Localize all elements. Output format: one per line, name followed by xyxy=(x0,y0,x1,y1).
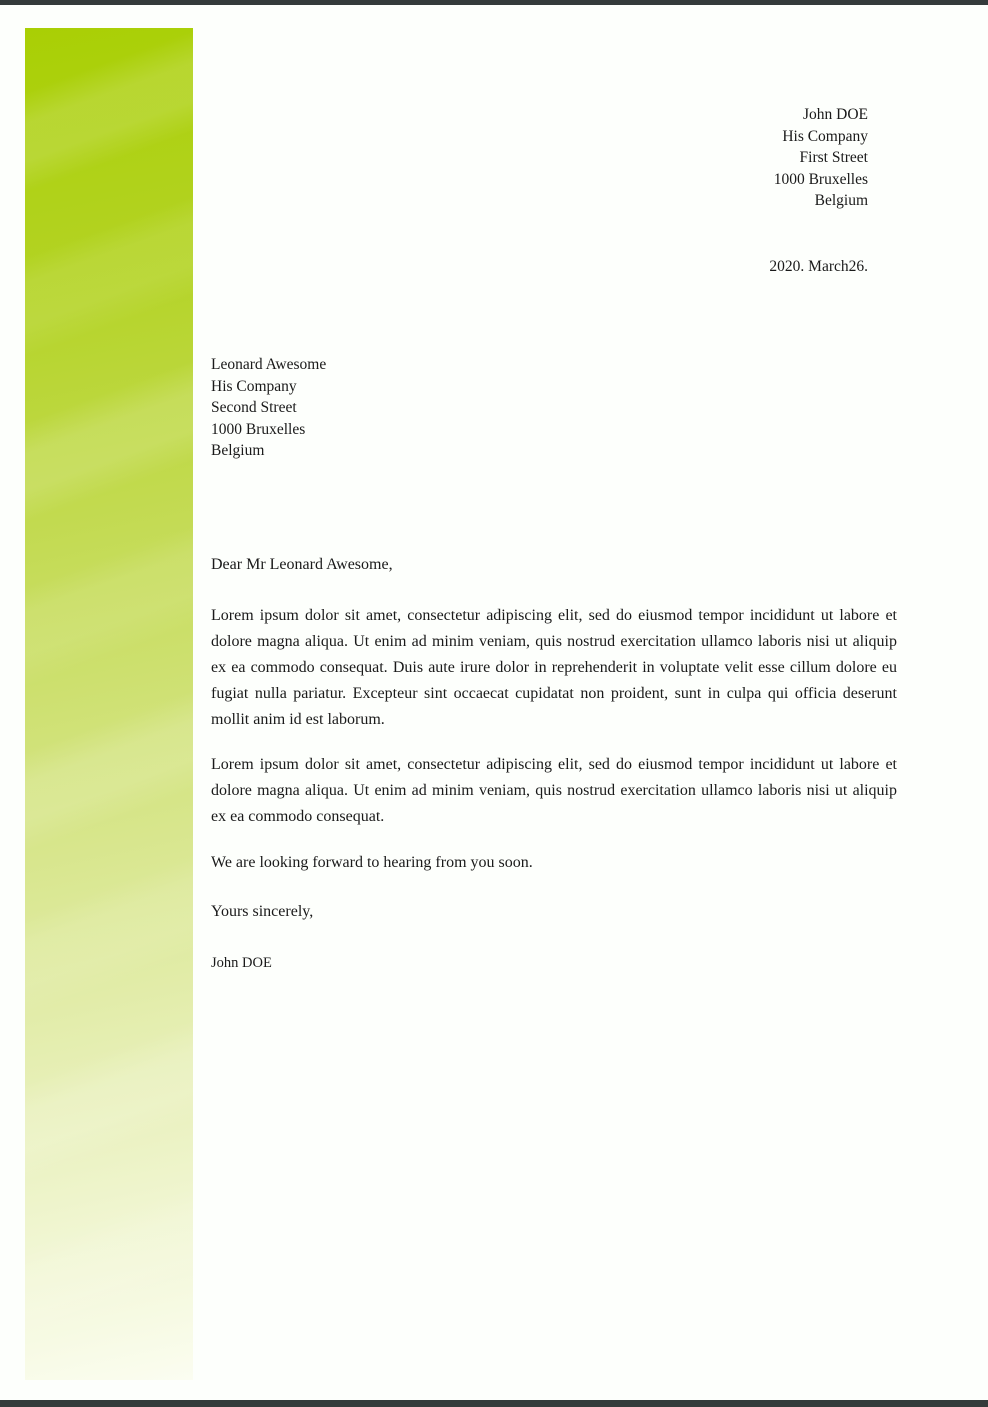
recipient-company: His Company xyxy=(211,377,297,395)
body-paragraph-2: Lorem ipsum dolor sit amet, consectetur adipiscing elit, sed do eiusmod tempor incididunt ut labore et dolore magna aliqua. Ut enim ad minim veniam, quis nostrud exercitation ullamco laboris nisi ut aliquip ex ea commodo consequat. xyxy=(211,756,897,825)
recipient-street: Second Street xyxy=(211,399,297,416)
recipient-city: 1000 Bruxelles xyxy=(211,420,306,438)
valediction: Yours sincerely, xyxy=(211,903,314,920)
bottom-border xyxy=(0,1400,988,1407)
sender-country: Belgium xyxy=(814,192,868,209)
sender-city: 1000 Bruxelles xyxy=(773,170,868,188)
recipient-name: Leonard Awesome xyxy=(211,356,327,373)
closing-line: We are looking forward to hearing from you soon. xyxy=(211,854,533,871)
recipient-country: Belgium xyxy=(211,442,265,459)
body-paragraph-1: Lorem ipsum dolor sit amet, consectetur adipiscing elit, sed do eiusmod tempor incididunt ut labore et dolore magna aliqua. Ut enim ad minim veniam, quis nostrud exercitation ullamco laboris nisi ut aliquip ex ea commodo consequat. Duis aute irure dolor in reprehenderit in voluptate velit esse cillum dolore eu fugiat nulla pariatur. Excepteur sint occaecat cupidatat non proident, sunt in culpa qui officia deserunt mollit anim id est laborum. xyxy=(211,607,897,728)
recipient-address-block xyxy=(211,354,326,462)
sender-address-block xyxy=(774,104,868,212)
sender-company: His Company xyxy=(782,127,868,145)
sender-name: John DOE xyxy=(802,106,868,123)
sender-street: First Street xyxy=(799,149,868,166)
salutation: Dear Mr Leonard Awesome, xyxy=(211,556,393,573)
green-gradient-bar xyxy=(25,28,193,1380)
letter-date: 2020. March26. xyxy=(769,258,868,275)
signature-name: John DOE xyxy=(211,955,272,971)
top-border xyxy=(0,0,988,5)
